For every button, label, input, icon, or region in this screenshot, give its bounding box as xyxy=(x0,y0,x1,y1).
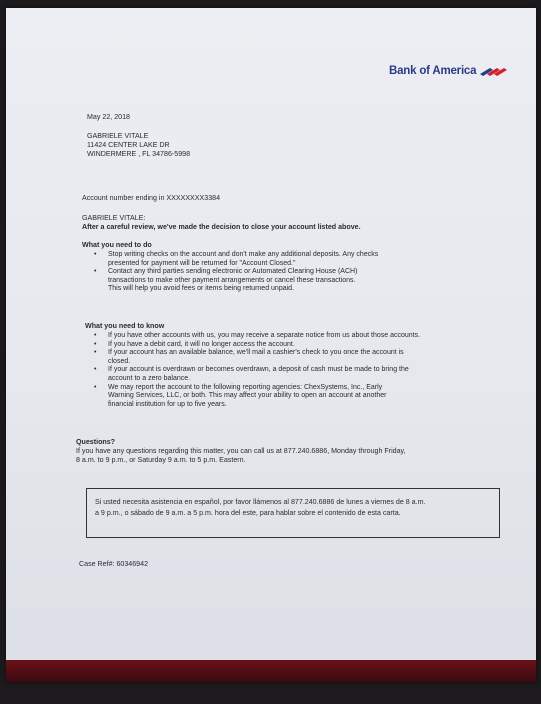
bank-logo-text: Bank of America xyxy=(389,65,477,77)
list-item: • If your account has an available balance, we'll mail a cashier's check to you once the account is closed. xyxy=(92,349,512,366)
questions-heading: Questions? xyxy=(76,438,116,446)
bottom-band xyxy=(6,660,536,682)
list-item: • If you have a debit card, it will no longer access the account. xyxy=(92,341,512,350)
letter-page xyxy=(6,8,536,682)
questions-text-line2: 8 a.m. to 9 p.m., or Saturday 9 a.m. to 5 p.m. Eastern. xyxy=(76,456,246,464)
list-item: • If your account is overdrawn or becomes overdrawn, a deposit of cash must be made to bring the account to a zero balance. xyxy=(92,366,512,383)
intro-statement: After a careful review, we've made the decision to close your account listed above. xyxy=(82,223,361,231)
recipient-name: GABRIELE VITALE xyxy=(87,132,149,140)
what-to-know-list xyxy=(92,332,512,409)
letter-date: May 22, 2018 xyxy=(87,113,130,121)
section-heading-what-to-know: What you need to know xyxy=(85,322,165,330)
bank-flag-icon xyxy=(478,65,508,77)
spanish-assistance-box xyxy=(86,488,500,538)
recipient-address-line2: WINDERMERE , FL 34786-5998 xyxy=(87,150,191,158)
list-item: • Stop writing checks on the account and don't make any additional deposits. Any checks presented for payment will be returned for "Account Closed." xyxy=(92,251,512,268)
case-reference: Case Ref#: 60346942 xyxy=(79,560,149,568)
bank-logo xyxy=(389,65,508,77)
spanish-text-line1: Si usted necesita asistencia en español, por favor llámenos al 877.240.6886 de lunes a viernes de 8 a.m. xyxy=(95,498,426,506)
section-heading-what-to-do: What you need to do xyxy=(82,241,152,249)
list-item: • If you have other accounts with us, you may receive a separate notice from us about those accounts. xyxy=(92,332,512,341)
recipient-address-line1: 11424 CENTER LAKE DR xyxy=(87,141,170,149)
account-number-line: Account number ending in XXXXXXXX3384 xyxy=(82,194,221,202)
salutation: GABRIELE VITALE: xyxy=(82,214,146,222)
spanish-text-line2: a 9 p.m., o sábado de 9 a.m. a 5 p.m. hora del este, para hablar sobre el contenido de esta carta. xyxy=(95,509,401,517)
what-to-do-list xyxy=(92,251,512,294)
list-item: • Contact any third parties sending electronic or Automated Clearing House (ACH) transactions to make other payment arrangements or cancel these transactions. This will help you avoid fees or items being returned unpaid. xyxy=(92,268,512,294)
list-item: • We may report the account to the following reporting agencies: ChexSystems, Inc., Early Warning Services, LLC, or both. This may affect your ability to open an account at another financial institution for up to five years. xyxy=(92,384,512,410)
questions-text-line1: If you have any questions regarding this matter, you can call us at 877.240.6886, Monday through Friday, xyxy=(76,447,406,455)
